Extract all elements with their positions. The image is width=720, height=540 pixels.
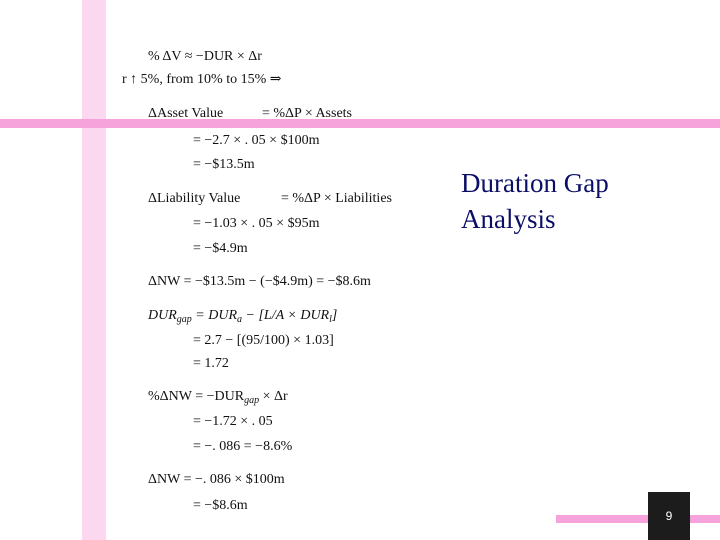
equation-line-12: = 1.72 <box>193 356 229 371</box>
eq10-mid2: − [L/A × DUR <box>242 308 330 323</box>
equation-line-16: ΔNW = −. 086 × $100m <box>148 472 285 487</box>
equation-line-17: = −$8.6m <box>193 498 248 513</box>
eq10-sub-l: l <box>329 314 332 325</box>
equation-line-10 <box>148 308 337 328</box>
eq13-post: × Δr <box>259 389 288 404</box>
equation-line-1: % ΔV ≈ −DUR × Δr <box>148 49 262 64</box>
eq10-sub-a: a <box>237 314 243 325</box>
eq10-post: ] <box>331 308 338 323</box>
equation-line-13 <box>148 389 288 409</box>
equation-line-8: = −$4.9m <box>193 241 248 256</box>
slide-title-line-1: Duration Gap <box>461 168 609 198</box>
equation-line-4: = −2.7 × . 05 × $100m <box>193 133 320 148</box>
equation-line-11: = 2.7 − [(95/100) × 1.03] <box>193 333 334 348</box>
eq13-sub-gap: gap <box>244 395 260 406</box>
page-number-box <box>648 492 690 540</box>
bottom-accent-bar <box>556 515 720 523</box>
eq10-sub-gap: gap <box>176 314 192 325</box>
vertical-accent-bar <box>82 0 106 540</box>
equation-line-5: = −$13.5m <box>193 157 255 172</box>
equation-line-7: = −1.03 × . 05 × $95m <box>193 216 320 231</box>
equation-line-9: ΔNW = −$13.5m − (−$4.9m) = −$8.6m <box>148 274 371 289</box>
equation-line-6-rhs: = %ΔP × Liabilities <box>281 191 392 206</box>
equation-line-15: = −. 086 = −8.6% <box>193 439 293 454</box>
equation-line-14: = −1.72 × . 05 <box>193 414 273 429</box>
equation-line-2: r ↑ 5%, from 10% to 15% ⇒ <box>122 72 282 87</box>
equation-line-6-label: ΔLiability Value <box>148 191 241 206</box>
horizontal-accent-bar <box>0 119 720 128</box>
eq10-dur: DUR <box>148 308 177 323</box>
slide-title-line-2: Analysis <box>461 204 556 234</box>
slide-title <box>461 165 701 237</box>
equation-line-3-label: ΔAsset Value <box>148 106 224 121</box>
page-number: 9 <box>665 509 673 523</box>
eq10-mid: = DUR <box>191 308 238 323</box>
eq13-pre: %ΔNW = −DUR <box>148 389 245 404</box>
equation-line-3-rhs: = %ΔP × Assets <box>262 106 353 121</box>
